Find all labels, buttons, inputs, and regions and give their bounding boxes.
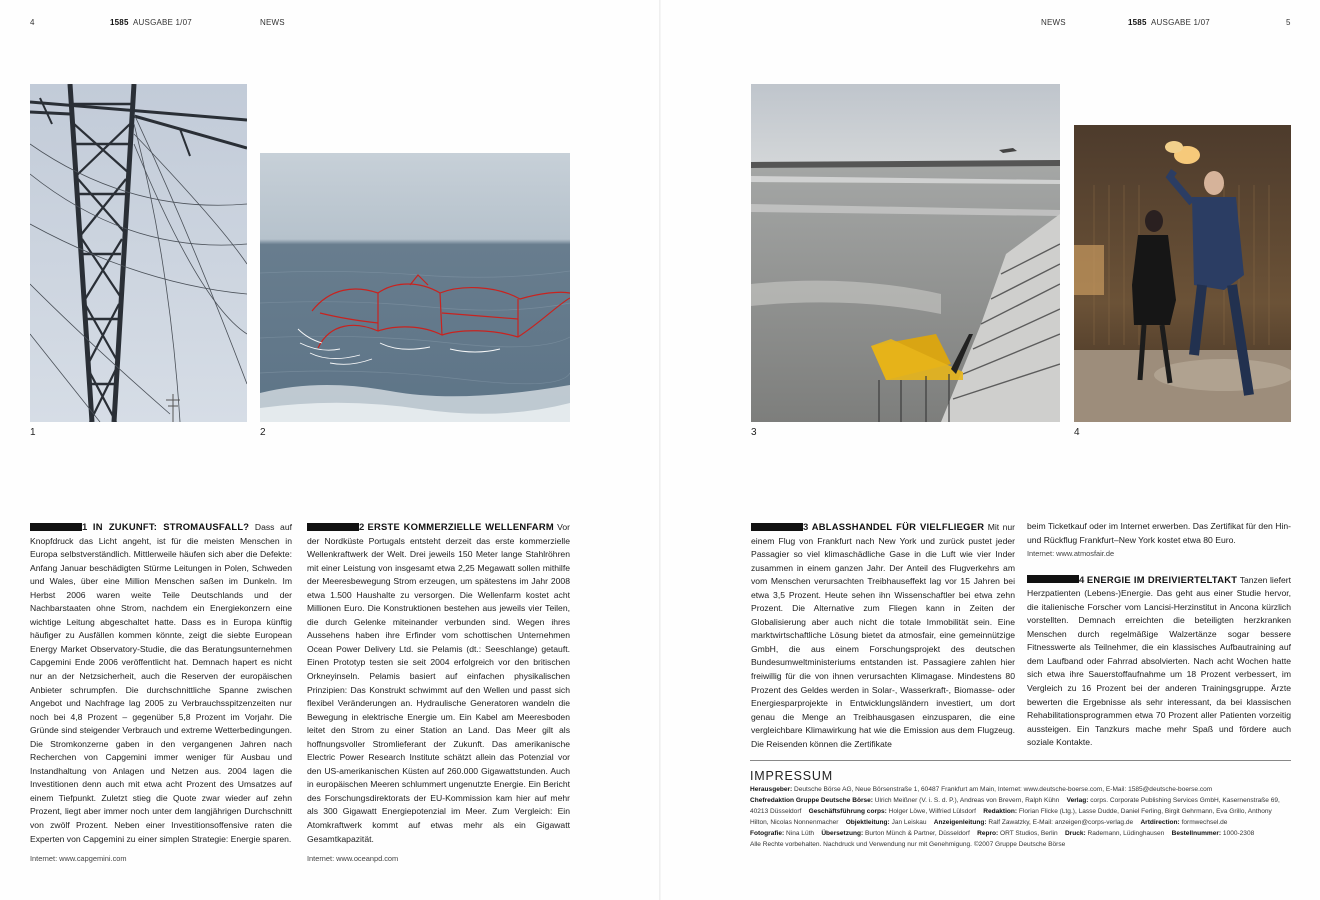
photo-caption-4: 4 — [1074, 427, 1080, 438]
impressum-text: Holger Löwe, Wilfried Lülsdorf — [888, 808, 976, 815]
impressum-text: formwechsel.de — [1181, 819, 1228, 826]
impressum — [750, 760, 1291, 850]
article-2 — [307, 520, 570, 866]
power-pylon-photo — [30, 84, 247, 422]
impressum-body — [750, 784, 1291, 850]
impressum-label: Redaktion: — [983, 808, 1018, 815]
magazine-name: 1585 — [1128, 18, 1147, 27]
article-3 — [751, 520, 1015, 751]
impressum-text: Deutsche Börse AG, Neue Börsenstraße 1, 60487 Frankfurt am Main, Internet: www.deutsche-boerse.com, E-Mail: 1585@deutsche-boerse.com — [794, 786, 1213, 793]
article-number: 4 — [1079, 574, 1085, 586]
impressum-footer: Alle Rechte vorbehalten. Nachdruck und Verwendung nur mit Genehmigung. ©2007 Gruppe Deutsche Börse — [750, 841, 1066, 848]
impressum-label: Fotografie: — [750, 830, 785, 837]
page-gutter — [659, 0, 661, 900]
article-text: Tanzen liefert Herzpatienten (Lebens-)Energie. Das geht aus einer Studie hervor, die italienische Forscher vom Lancisi-Herzinstitut in Ancona kürzlich vorstellten. Demnach erreichten die beteiligten herzkranken Menschen durch regelmäßige Walzertänze sogar bessere Fitnesswerte als Teilnehmer, die ein klassisches Aufbautraining auf dem Laufband oder Fahrrad absolvierten. Nach acht Wochen hatte sich etwa ihre Sauerstoffaufnahme um 18 Prozent verbessert, im Vergleich zu 16 Prozent bei der anderen Trainingsgruppe. Ärzte bewerten die Ergebnisse als sehr interessant, da bei klassischen Rehabilitationsprogrammen etwa 70 Prozent aller Patienten vorzeitig aussteigen. Ein Tanzkurs mache mehr Spaß und fördere auch soziale Kontakte. — [1027, 574, 1292, 748]
impressum-text: Jan Leiskau — [891, 819, 927, 826]
page-number-right: 5 — [1286, 18, 1291, 27]
impressum-label: Geschäftsführung corps: — [808, 808, 887, 815]
impressum-label: Bestellnummer: — [1171, 830, 1222, 837]
impressum-text: Ralf Zawatzky, E-Mail: anzeigen@corps-verlag.de — [988, 819, 1134, 826]
impressum-text: Rademann, Lüdinghausen — [1087, 830, 1165, 837]
article-text: Vor der Nordküste Portugals entsteht derzeit das erste kommerzielle Wellenkraftwerk der Welt. Drei jeweils 150 Meter lange Stahlröhren mit einer Leistung von insgesamt etwa 2,25 Megawatt sollen mithilfe der Meeresbewegung Strom erzeugen, um spätestens im Jahr 2008 etwa 1.500 Haushalte zu versorgen. Die Wellenfarm kostet acht Millionen Euro. Die Konstruktionen bestehen aus jeweils vier Teilen, die durch Gelenke miteinander verbunden sind. Wegen ihres Aussehens haben ihre Erfinder vom schottischen Unternehmen Ocean Power Delivery Ltd. sie Pelamis (dt.: Seeschlange) getauft. Einen Prototyp testen sie seit 2004 erfolgreich vor den britischen Orkneyinseln. Pelamis basiert auf einfachen physikalischen Prinzipien: Das Konstrukt schwimmt auf den Wellen und passt sich flexibel Veränderungen an. Hydraulische Generatoren wandeln die Bewegung in elektrische Energie um. Ein Kabel am Meeresboden leitet den Strom zu einer Station an Land. Das Meer gilt als hoffnungsvoller Stromlieferant der Zukunft. Das amerikanische Electric Power Research Institute schätzt allein das Potenzial vor den US-amerikanischen Küsten auf 260.000 Gigawattstunden. Auch in europäischen Meeren schlummert ungenutzte Energie. Ein Bericht des Forschungsdirektorats der EU-Kommission kam hier auf mehr als 300 Gigawatt Energiepotenzial im Meer. Zum Vergleich: Ein Atomkraftwerk kommt auf etwas mehr als ein Gigawatt Gesamtkapazität. — [307, 522, 571, 844]
article-body — [751, 520, 1015, 751]
magazine-name: 1585 — [110, 18, 129, 27]
article-number: 2 — [359, 522, 365, 533]
impressum-text: Florian Flicke (Ltg.), Lasse Dudde, Daniel Ferling, Birgit Gehrmann, Eva Grillo, Anthony Hilton, Nicolas Nonnenmacher — [750, 808, 1272, 826]
section-label-left: NEWS — [260, 18, 285, 27]
photo-caption-2: 2 — [260, 427, 266, 438]
magazine-issue-left — [110, 18, 192, 27]
section-marker-bar — [751, 523, 803, 531]
article-number: 1 — [82, 522, 88, 533]
article-headline: ERSTE KOMMERZIELLE WELLENFARM — [367, 521, 554, 532]
impressum-label: Repro: — [977, 830, 999, 837]
impressum-label: Objektleitung: — [845, 819, 890, 826]
sea-wave-energy-photo — [260, 153, 570, 422]
impressum-text: Nina Lüth — [786, 830, 815, 837]
impressum-text: 1000-2308 — [1222, 830, 1255, 837]
article-text: Dass auf Knopfdruck das Licht angeht, ist für die meisten Menschen in Europa selbstverständlich. Mittlerweile häufen sich aber die Defekte: Anfang Januar beschädigten Stürme Leitungen in Polen, Schweden und Wales, über eine Million Menschen saßen im Dunkeln. Im Herbst 2006 waren weite Teile Deutschlands und der Nachbarstaaten ohne Strom, nachdem ein Energiekonzern eine wichtige Leitung abgeschaltet hatte. Dass es in Europa künftig häufiger zu Ausfällen kommen könnte, zeigt die siebte European Energy Market Observatory-Studie, die das Beratungsunternehmen Capgemini Ende 2006 veröffentlicht hat. Demnach hapert es nicht nur an der Netzsicherheit, auch die Reserven der europäischen Anbieter schrumpfen. Die durchschnittliche Spanne zwischen Angebot und Nachfrage lag 2005 zu Verbrauchsspitzenzeiten nur noch bei 4,8 Prozent – gegenüber 5,8 Prozent im Vorjahr. Die Gründe sind steigender Verbrauch und extreme Wetterbedingungen. Die Stromkonzerne gaben in den vergangenen Jahren nach Recherchen von Capgemini immer weniger für Ausbau und Instandhaltung von Anlagen und Netzen aus. 2004 lagen die Investitionen denn auch mit etwa acht Prozent des Umsatzes auf einem Tiefpunkt. Zuletzt stieg die Quote zwar wieder auf zehn Prozent, liegt aber immer noch unter dem langjährigen Durchschnitt von zwölf Prozent. Neben einer Investitionsoffensive raten die Experten von Capgemini zu einer simplen Strategie: Energie sparen. — [30, 522, 292, 844]
article-text-continued: beim Ticketkauf oder im Internet erwerben. Das Zertifikat für den Hin- und Rückflug Frankfurt–New York kostet etwa 80 Euro. — [1027, 521, 1291, 545]
impressum-label: Übersetzung: — [821, 830, 864, 837]
impressum-title: IMPRESSUM — [750, 769, 833, 783]
issue-label: AUSGABE 1/07 — [133, 18, 192, 27]
impressum-label: Anzeigenleitung: — [933, 819, 987, 826]
article-headline: ENERGIE IM DREIVIERTELTAKT — [1086, 573, 1238, 585]
article-text: Mit nur einem Flug von Frankfurt nach New York und zurück pustet jeder Passagier so viel klimaschädliche Gase in die Luft wie vier Inder zusammen in einem ganzen Jahr. Der Anteil des Flugverkehrs am vom Menschen verursachten Treibhauseffekt lag vor 15 Jahren bei etwa 3,5 Prozent. Heute sehen ihn Wissenschaftler bei etwa zehn Prozent. Die Alternative zum Fliegen kann in Zeiten der Globalisierung aber auch nicht die totale Immobilität sein. Eine marktwirtschaftliche Lösung bietet da atmosfair, eine gemeinnützige GmbH, die aus einem Forschungsprojekt des deutschen Bundesumweltministeriums entstanden ist. Passagiere zahlen hier freiwillig für die von ihnen verursachten Klimagase. Mindestens 80 Prozent des Geldes werden in Solar-, Wasserkraft-, Biomasse- oder Energiesparprojekte in Entwicklungsländern investiert, um dort genau die Menge an Treibhausgasen einzusparen, die eine vergleichbare Klimawirkung hat wie die Emission aus dem Flugzeug. Die Reisenden können die Zertifikate — [751, 522, 1016, 749]
section-label-right: NEWS — [1041, 18, 1066, 27]
impressum-text: Ulrich Meißner (V. i. S. d. P.), Andreas von Brevern, Ralph Kühn — [874, 797, 1060, 804]
impressum-label: Chefredaktion Gruppe Deutsche Börse: — [750, 797, 873, 804]
section-marker-bar — [307, 523, 359, 531]
impressum-label: Herausgeber: — [750, 786, 793, 793]
article-headline: IN ZUKUNFT: STROMAUSFALL? — [92, 521, 250, 532]
magazine-issue-right — [1128, 18, 1210, 27]
article-body — [30, 520, 292, 846]
impressum-text: ORT Studios, Berlin — [1000, 830, 1058, 837]
article-link: Internet: www.oceanpd.com — [307, 854, 399, 864]
section-marker-bar — [1027, 575, 1079, 583]
issue-label: AUSGABE 1/07 — [1151, 18, 1210, 27]
article-4 — [1027, 573, 1291, 750]
impressum-text: Burton Münch & Partner, Düsseldorf — [865, 830, 970, 837]
impressum-label: Artdirection: — [1140, 819, 1180, 826]
article-number: 3 — [803, 522, 809, 533]
airport-apron-photo — [751, 84, 1060, 422]
impressum-text: corps. Corporate Publishing Services GmbH, Kasernenstraße 69, 40213 Düsseldorf — [750, 797, 1280, 815]
photo-caption-3: 3 — [751, 427, 757, 438]
article-link: Internet: www.capgemini.com — [30, 854, 127, 864]
article-1 — [30, 520, 292, 866]
article-link: Internet: www.atmosfair.de — [1027, 549, 1115, 559]
dancing-couple-photo — [1074, 125, 1291, 422]
article-body — [307, 520, 570, 846]
impressum-label: Verlag: — [1066, 797, 1089, 804]
page-number-left: 4 — [30, 18, 35, 27]
article-3-continued — [1027, 520, 1291, 750]
article-headline: ABLASSHANDEL FÜR VIELFLIEGER — [811, 521, 985, 532]
section-marker-bar — [30, 523, 82, 531]
impressum-label: Druck: — [1064, 830, 1086, 837]
photo-caption-1: 1 — [30, 427, 36, 438]
